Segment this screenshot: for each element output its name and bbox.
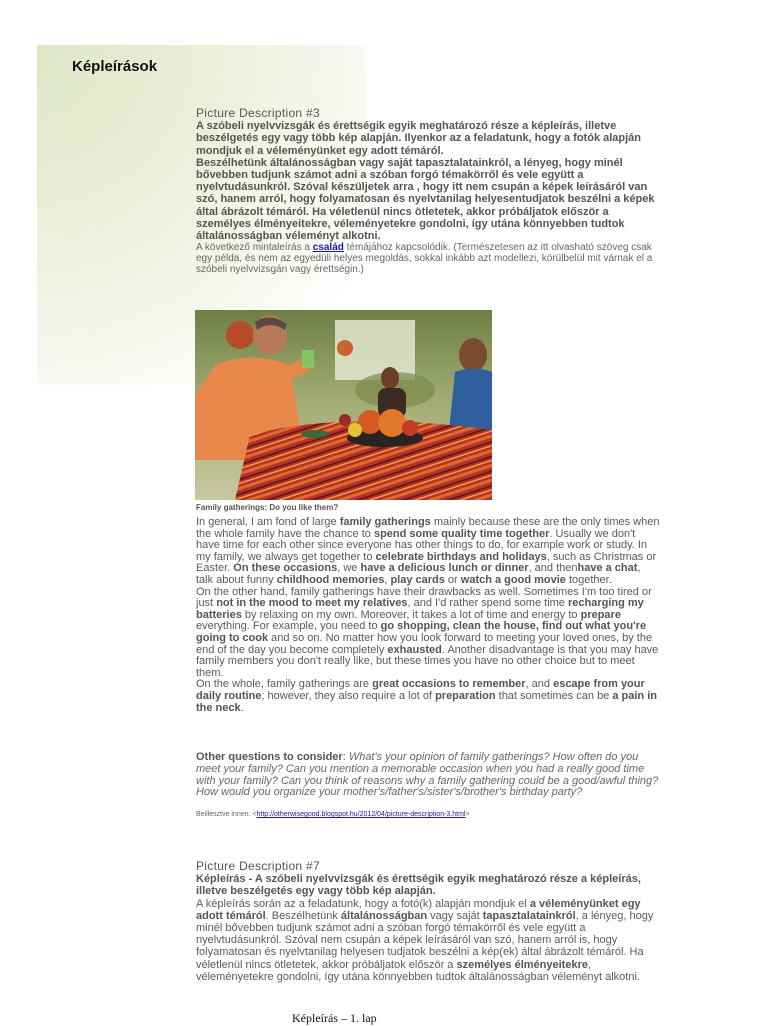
section2-intro: Képleírás - A szóbeli nyelvvizsgák és érettségik egyik meghatározó része a képleírás, illetve beszélgetés egy vagy több kép alapján. xyxy=(196,873,641,898)
text-run: . Another disadvantage is that you may have family members you don't really like, but these times you have no other choice but to meet them. xyxy=(196,643,659,679)
bold-phrase: exhausted xyxy=(387,643,442,656)
text-run: mainly because these are the only times when the whole family have the chance to xyxy=(196,516,660,540)
bold-phrase: escape from your daily routine xyxy=(196,678,645,702)
bold-phrase: a pain in the neck xyxy=(196,689,657,714)
text-run: , and I'd rather spend some time xyxy=(407,597,568,610)
bold-phrase: On these occasions xyxy=(233,562,338,575)
bold-phrase: not in the mood to meet my relatives xyxy=(216,597,408,610)
other-questions-colon: : xyxy=(342,751,349,763)
text-run: , talk about funny xyxy=(196,562,641,586)
bold-phrase: great occasions to remember xyxy=(372,678,526,691)
other-questions-label: Other questions to consider xyxy=(196,751,343,763)
text-run: . xyxy=(240,701,244,714)
text-run: or xyxy=(444,573,461,586)
topic-paragraph xyxy=(196,242,660,275)
bold-phrase: recharging my batteries xyxy=(196,597,644,621)
text-run: by relaxing on my own. Moreover, it takes a lot of time and energy to xyxy=(241,608,581,621)
text-run: , véleményetekre gondolni, így utána könnyebben tudtok általánosságban véleményt alkotni. xyxy=(196,958,640,983)
other-questions xyxy=(196,752,660,799)
bold-phrase: általánosságban xyxy=(340,909,428,922)
text-run: , we xyxy=(337,562,361,575)
section2-body xyxy=(196,898,660,983)
bold-phrase: tapasztalatainkról xyxy=(482,909,576,922)
family-gathering-photo xyxy=(195,310,492,500)
page-footer: Képleírás – 1. lap xyxy=(292,1011,377,1025)
topic-text-pre: A következő mintaleírás a xyxy=(196,242,313,254)
photo-caption: Family gatherings: Do you like them? xyxy=(196,503,339,512)
bold-phrase: prepare xyxy=(580,608,621,621)
bold-phrase: személyes élményeitekre xyxy=(456,958,588,971)
bold-phrase: family gatherings xyxy=(339,516,431,528)
text-run: A képleírás során az a feladatunk, hogy a fotó(k) alapján mondjuk el xyxy=(196,897,530,910)
text-run: , xyxy=(384,573,391,586)
text-run: . Usually we don't have time for each other since everyone has other things to do, for example work or study. In my family, we always get together to xyxy=(196,527,648,563)
text-run: , and then xyxy=(528,562,578,575)
bold-phrase: childhood memories xyxy=(276,573,385,586)
bold-phrase: have a chat xyxy=(577,562,638,575)
essay-paragraph-2 xyxy=(196,587,660,680)
essay-text xyxy=(196,517,660,714)
text-run: On the other hand, family gatherings have their drawbacks as well. Sometimes I'm too tired or just xyxy=(196,585,652,610)
text-run: everything. For example, you need to xyxy=(196,620,381,633)
text-run: and so on. No matter how you look forward to meeting your loved ones, by the end of the day you become completely xyxy=(196,631,653,656)
intro-paragraph-2: Beszélhetünk általánosságban vagy saját tapasztalatainkról, a lényeg, hogy minél bővebben tudjunk számot adni a szóban forgó témakörről és vele együtt a nyelvtudásunkról. Szóval készüljetek arra , hogy itt nem csupán a képek leírásáról van szó, hanem arról, hogy folyamatosan és nyelvtanilag helyesentudjatok beszélni a képek által ábrázolt témáról. Ha véletlenül nincs ötletetek, akkor próbáljatok először a személyes élményeitekre, véleményetekre gondolni, így utána könnyebben tudtok általánosságban véleményt alkotni. xyxy=(196,156,655,243)
bold-phrase: preparation xyxy=(435,689,496,702)
text-run: On the whole, family gatherings are xyxy=(196,678,373,691)
bold-phrase: celebrate birthdays and holidays xyxy=(375,550,547,563)
topic-link-csalad[interactable]: család xyxy=(312,242,344,254)
section-heading: Picture Description #3 xyxy=(196,106,320,120)
topic-text-post: témájához kapcsolódik. (Természetesen az itt olvasható szöveg csak egy példa, és nem az egyedüli helyes megoldás, sokkal inkább azt modellezi, körülbelül mit várnak el a szóbeli nyelvvizsgán vagy érettségin.) xyxy=(196,242,653,276)
section-heading: Picture Description #7 xyxy=(196,859,320,873)
other-questions-text: What's your opinion of family gatherings? How often do you meet your family? Can you mention a memorable occasion when you had a really good time with your family? Can you think of reasons why a family gathering could be a good/awful thing? How would you organize your mother's/father's/sister's/brother's birthday party? xyxy=(196,751,659,799)
text-run: ; however, they also require a lot of xyxy=(261,689,436,702)
bold-phrase: have a delicious lunch or dinner xyxy=(360,562,529,575)
section-picture-description-7 xyxy=(196,860,660,983)
bold-phrase: play cards xyxy=(390,573,445,586)
text-run: , and xyxy=(525,678,554,691)
text-run: that sometimes can be xyxy=(495,689,613,702)
essay-paragraph-1 xyxy=(196,517,660,587)
bold-phrase: spend some quality time together xyxy=(373,527,550,540)
source-line xyxy=(196,811,470,818)
source-prefix: Beillesztve innen: < xyxy=(196,811,257,818)
text-run: , a lényeg, hogy minél bővebben tudjunk számot adni a szóban forgó témakörről és vele együtt a nyelvtudásunkról. Szóval nem csupán a képek leírásáról van szó, hanem arról is, hogy folyamatosan és nyelvtanilag helyesen tudjatok beszélni a kép(ek) által ábrázolt témáról. Ha véletlenül nincs ötletetek, akkor próbáljatok először a xyxy=(196,909,654,971)
bold-phrase: watch a good movie xyxy=(460,573,566,586)
bold-phrase: go shopping, clean the house, find out what you're going to cook xyxy=(196,620,647,644)
bold-phrase: a véleményünket egy adott témáról xyxy=(196,897,641,922)
text-run: together. xyxy=(565,573,612,586)
text-run: , such as Christmas or Easter. xyxy=(196,550,657,575)
source-link[interactable]: http://otherwisegood.blogspot.hu/2012/04/picture-description-3.html xyxy=(256,811,466,818)
source-suffix: > xyxy=(465,811,470,818)
text-run: vagy saját xyxy=(427,909,483,922)
text-run: . Beszélhetünk xyxy=(265,909,341,922)
page-title: Képleírások xyxy=(72,58,158,75)
intro-paragraph-1: A szóbeli nyelvvizsgák és érettségik egyik meghatározó része a képleírás, illetve beszélgetés egy vagy több kép alapján. Ilyenkor az a feladatunk, hogy a fotók alapján mondjuk el a véleményünket egy adott témáról. xyxy=(196,120,642,157)
essay-paragraph-3 xyxy=(196,679,660,714)
section-picture-description-3 xyxy=(196,107,660,275)
text-run: In general, I am fond of large xyxy=(196,516,340,528)
